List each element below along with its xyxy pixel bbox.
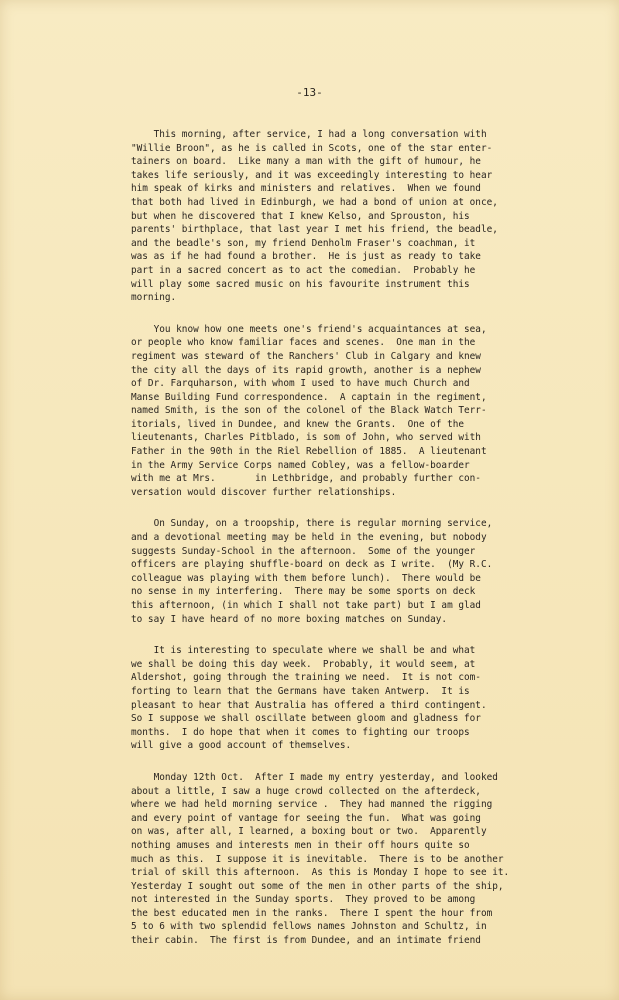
text-line: 5 to 6 with two splendid fellows names Johnston and Schultz, in: [131, 921, 487, 933]
text-line: Father in the 90th in the Riel Rebellion of 1885. A lieutenant: [131, 446, 487, 458]
text-line: trial of skill this afternoon. As this is Monday I hope to see it.: [131, 867, 510, 879]
text-line: will play some sacred music on his favourite instrument this: [131, 278, 470, 290]
text-line: much as this. I suppose it is inevitable. There is to be another: [131, 853, 504, 865]
text-line: named Smith, is the son of the colonel of the Black Watch Terr-: [131, 405, 487, 417]
text-line: part in a sacred concert as to act the comedian. Probably he: [131, 264, 476, 276]
text-line: and the beadle's son, my friend Denholm Fraser's coachman, it: [131, 237, 476, 249]
paragraph: [131, 128, 541, 305]
text-line: officers are playing shuffle-board on deck as I write. (My R.C.: [131, 559, 493, 571]
text-line: So I suppose we shall oscillate between gloom and gladness for: [131, 713, 481, 725]
text-line: on was, after all, I learned, a boxing bout or two. Apparently: [131, 826, 487, 838]
text-line: Monday 12th Oct. After I made my entry yesterday, and looked: [131, 771, 498, 783]
text-line: to say I have heard of no more boxing matches on Sunday.: [131, 613, 448, 625]
text-line: or people who know familiar faces and scenes. One man in the: [131, 337, 476, 349]
text-line: forting to learn that the Germans have taken Antwerp. It is: [131, 685, 470, 697]
text-line: their cabin. The first is from Dundee, and an intimate friend: [131, 935, 481, 947]
page-number: -13-: [296, 86, 323, 99]
paragraph: [131, 644, 541, 753]
text-line: morning.: [131, 292, 177, 304]
text-line: "Willie Broon", as he is called in Scots, one of the star enter-: [131, 142, 493, 154]
text-line: in the Army Service Corps named Cobley, was a fellow-boarder: [131, 459, 470, 471]
paragraph: [131, 323, 541, 500]
text-line: will give a good account of themselves.: [131, 740, 352, 752]
text-line: that both had lived in Edinburgh, we had a bond of union at once,: [131, 196, 498, 208]
text-line: nothing amuses and interests men in their off hours quite so: [131, 839, 470, 851]
text-line: but when he discovered that I knew Kelso, and Sprouston, his: [131, 210, 470, 222]
text-line: the best educated men in the ranks. There I spent the hour from: [131, 907, 493, 919]
text-line: we shall be doing this day week. Probably, it would seem, at: [131, 658, 476, 670]
text-line: Manse Building Fund correspondence. A captain in the regiment,: [131, 391, 487, 403]
typed-letter-body: [131, 128, 541, 966]
text-line: This morning, after service, I had a long conversation with: [131, 129, 487, 140]
text-line: the city all the days of its rapid growth, another is a nephew: [131, 364, 481, 376]
text-line: of Dr. Farquharson, with whom I used to have much Church and: [131, 378, 470, 390]
text-line: months. I do hope that when it comes to fighting our troops: [131, 726, 470, 738]
text-line: itorials, lived in Dundee, and knew the Grants. One of the: [131, 418, 465, 430]
text-line: pleasant to hear that Australia has offered a third contingent.: [131, 699, 487, 711]
text-line: suggests Sunday-School in the afternoon. Some of the younger: [131, 545, 476, 557]
paragraph: [131, 517, 541, 626]
text-line: this afternoon, (in which I shall not take part) but I am glad: [131, 600, 481, 611]
text-line: not interested in the Sunday sports. They proved to be among: [131, 894, 476, 906]
text-line: parents' birthplace, that last year I met his friend, the beadle,: [131, 224, 498, 236]
text-line: and every point of vantage for seeing the fun. What was going: [131, 812, 481, 824]
text-line: and a devotional meeting may be held in the evening, but nobody: [131, 532, 487, 544]
text-line: no sense in my interfering. There may be some sports on deck: [131, 586, 476, 598]
text-line: lieutenants, Charles Pitblado, is som of John, who served with: [131, 432, 481, 444]
text-line: was as if he had found a brother. He is just as ready to take: [131, 251, 481, 263]
text-line: colleague was playing with them before lunch). There would be: [131, 572, 481, 584]
text-line: him speak of kirks and ministers and relatives. When we found: [131, 183, 481, 195]
text-line: It is interesting to speculate where we shall be and what: [131, 645, 476, 657]
text-line: Aldershot, going through the training we need. It is not com-: [131, 672, 481, 684]
text-line: where we had held morning service . They had manned the rigging: [131, 799, 493, 811]
text-line: regiment was steward of the Ranchers' Club in Calgary and knew: [131, 350, 481, 362]
text-line: tainers on board. Like many a man with the gift of humour, he: [131, 156, 481, 168]
text-line: about a little, I saw a huge crowd collected on the afterdeck,: [131, 785, 481, 797]
text-line: with me at Mrs. in Lethbridge, and probably further con-: [131, 473, 481, 485]
paragraph: [131, 771, 541, 948]
text-line: versation would discover further relationships.: [131, 486, 397, 498]
text-line: On Sunday, on a troopship, there is regular morning service,: [131, 518, 493, 530]
text-line: You know how one meets one's friend's acquaintances at sea,: [131, 323, 487, 335]
text-line: takes life seriously, and it was exceedingly interesting to hear: [131, 169, 493, 181]
text-line: Yesterday I sought out some of the men in other parts of the ship,: [131, 880, 504, 892]
